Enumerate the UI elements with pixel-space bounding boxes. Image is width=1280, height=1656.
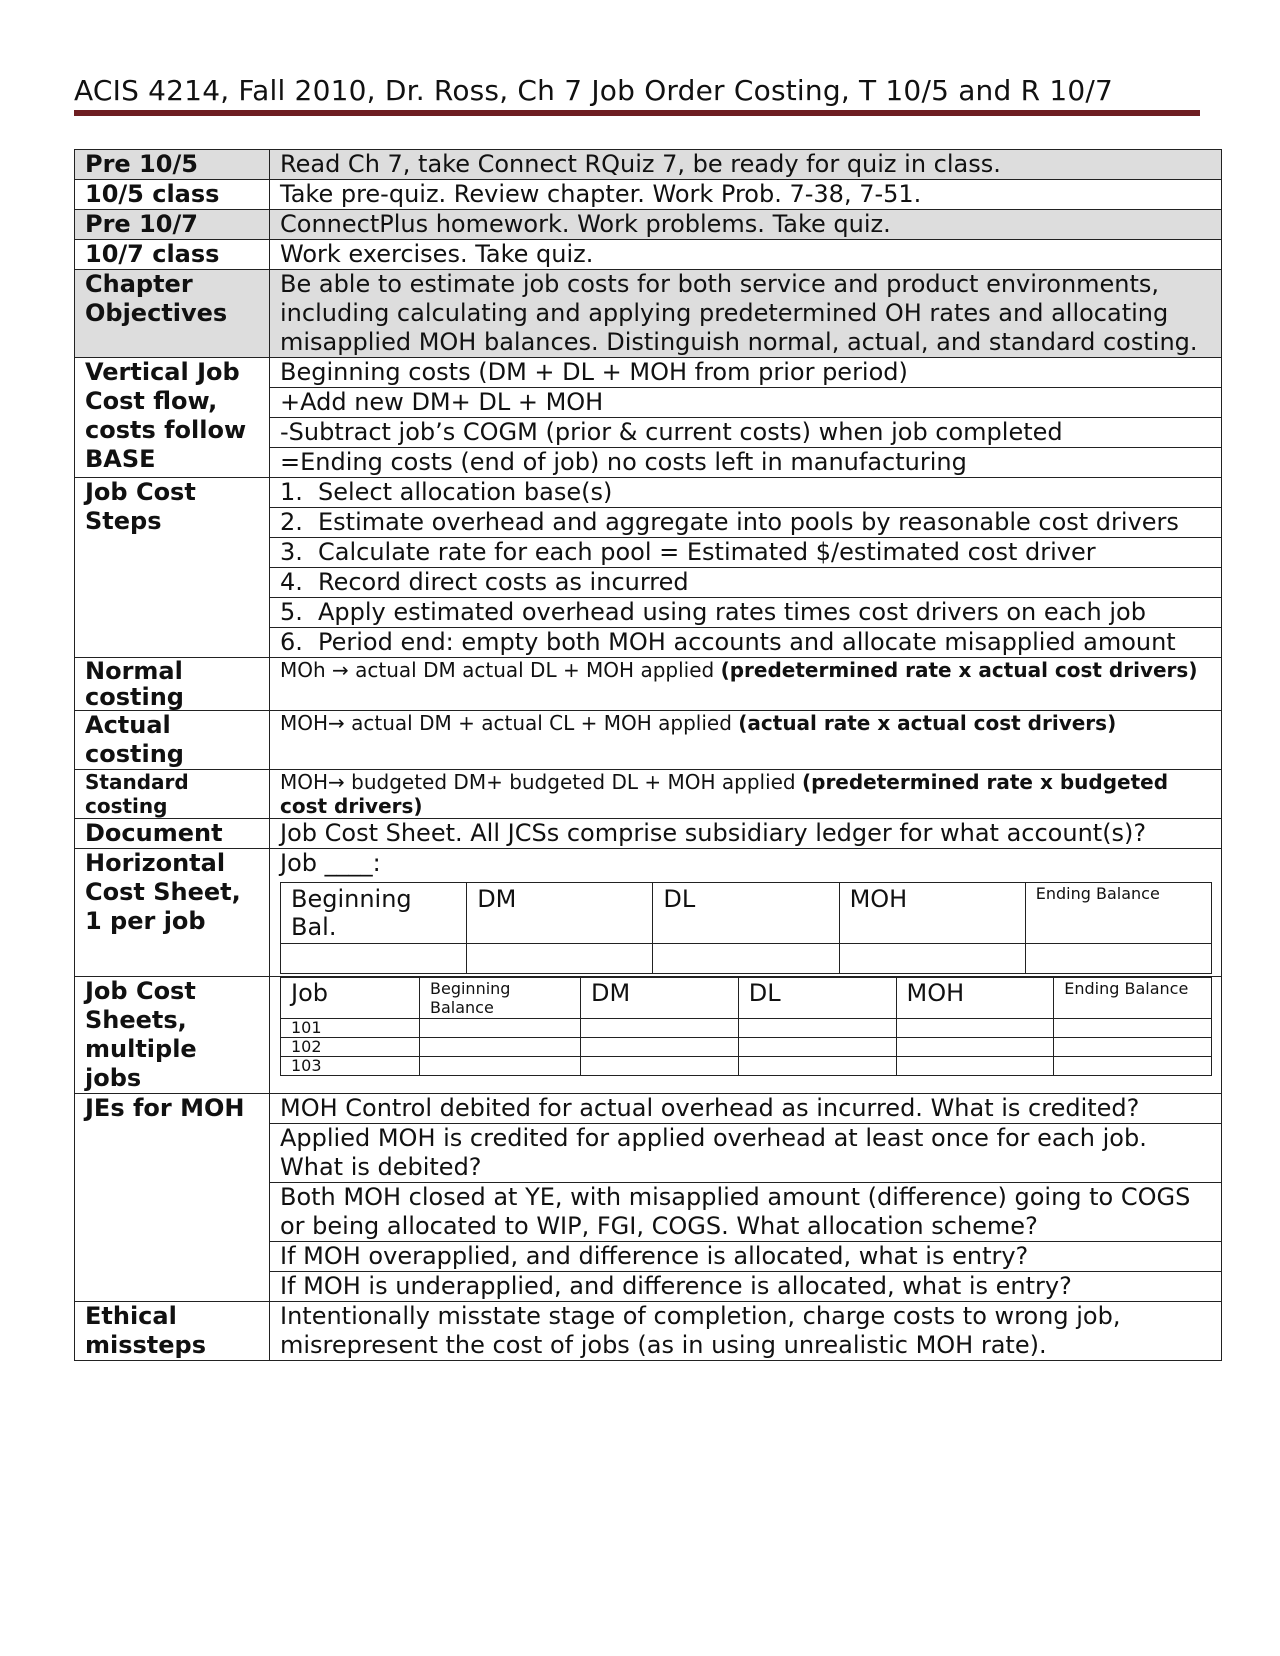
multi-job-cost-sheet <box>280 977 1212 1076</box>
costing-rate-note: (predetermined rate x budgeted cost drivers) <box>280 770 1169 818</box>
step-number: 4. <box>280 568 303 596</box>
cell <box>1054 1019 1212 1038</box>
job-number: 102 <box>281 1038 420 1057</box>
costing-rate-note: (actual rate x actual cost drivers) <box>738 711 1117 735</box>
row-label: Horizontal Cost Sheet, 1 per job <box>75 849 270 977</box>
cell <box>420 1057 581 1076</box>
column-header: MOH <box>896 978 1054 1019</box>
costing-rate-note: (predetermined rate x actual cost drivers) <box>720 658 1198 682</box>
page-title: ACIS 4214, Fall 2010, Dr. Ross, Ch 7 Job Order Costing, T 10/5 and R 10/7 <box>74 74 1114 107</box>
je-line: MOH Control debited for actual overhead as incurred. What is credited? <box>270 1094 1222 1124</box>
column-header: DM <box>581 978 739 1019</box>
table-row <box>75 478 1222 508</box>
cell <box>467 944 653 974</box>
costing-formula: MOh → actual DM actual DL + MOH applied <box>280 658 721 682</box>
label-line: Objectives <box>85 299 228 327</box>
row-label: Actual costing <box>75 711 270 770</box>
table-row <box>75 977 1222 1094</box>
cell <box>420 1019 581 1038</box>
title-rule <box>74 110 1200 116</box>
step-number: 6. <box>280 628 303 656</box>
flow-line: Beginning costs (DM + DL + MOH from prior period) <box>270 358 1222 388</box>
row-text: Take pre-quiz. Review chapter. Work Prob. 7-38, 7-51. <box>270 180 1222 210</box>
cell <box>896 1057 1054 1076</box>
column-header: Ending Balance <box>1054 978 1212 1019</box>
row-text: Read Ch 7, take Connect RQuiz 7, be ready for quiz in class. <box>270 150 1222 180</box>
step-text: Estimate overhead and aggregate into pools by reasonable cost drivers <box>318 508 1179 536</box>
table-row <box>75 270 1222 358</box>
row-text: Job Cost Sheet. All JCSs comprise subsidiary ledger for what account(s)? <box>270 819 1222 849</box>
job-number: 101 <box>281 1019 420 1038</box>
column-header: MOH <box>839 883 1025 944</box>
row-label <box>75 270 270 358</box>
step-text: Period end: empty both MOH accounts and allocate misapplied amount <box>318 628 1176 656</box>
step-item <box>270 568 1222 598</box>
column-header: Job <box>281 978 420 1019</box>
column-header: Ending Balance <box>1025 883 1211 944</box>
table-row <box>75 658 1222 711</box>
table-row <box>281 1038 1212 1057</box>
cell <box>581 1038 739 1057</box>
je-line: Applied MOH is credited for applied overhead at least once for each job. What is debited? <box>270 1124 1222 1183</box>
table-row <box>75 210 1222 240</box>
step-item <box>270 628 1222 658</box>
costing-formula: MOH→ budgeted DM+ budgeted DL + MOH applied <box>280 770 802 794</box>
step-item <box>270 538 1222 568</box>
row-label: Job Cost Steps <box>75 478 270 658</box>
table-row <box>281 944 1212 974</box>
cell <box>896 1019 1054 1038</box>
row-label: Standard costing <box>75 770 270 819</box>
cell <box>738 1038 896 1057</box>
step-text: Select allocation base(s) <box>318 478 613 506</box>
row-label: JEs for MOH <box>75 1094 270 1302</box>
cell <box>653 944 839 974</box>
cell <box>738 1057 896 1076</box>
row-label: Pre 10/5 <box>75 150 270 180</box>
cell <box>1025 944 1211 974</box>
table-row <box>75 819 1222 849</box>
column-header: DL <box>738 978 896 1019</box>
row-label: Vertical Job Cost flow, costs follow BASE <box>75 358 270 478</box>
table-row <box>281 1057 1212 1076</box>
column-header: DL <box>653 883 839 944</box>
row-label: Pre 10/7 <box>75 210 270 240</box>
cell <box>839 944 1025 974</box>
table-row <box>75 358 1222 388</box>
cell <box>1054 1038 1212 1057</box>
table-row <box>75 150 1222 180</box>
step-number: 1. <box>280 478 303 506</box>
row-text: Intentionally misstate stage of completion, charge costs to wrong job, misrepresent the cost of jobs (as in using unrealistic MOH rate). <box>270 1302 1222 1361</box>
row-text <box>270 770 1222 819</box>
step-text: Calculate rate for each pool = Estimated $/estimated cost driver <box>318 538 1096 566</box>
table-row <box>281 978 1212 1019</box>
table-row <box>75 240 1222 270</box>
row-label: Ethical missteps <box>75 1302 270 1361</box>
row-text: Work exercises. Take quiz. <box>270 240 1222 270</box>
table-row <box>75 1094 1222 1124</box>
table-row <box>75 180 1222 210</box>
horizontal-cell <box>270 849 1222 977</box>
table-row <box>75 1302 1222 1361</box>
table-row <box>281 1019 1212 1038</box>
schedule-table <box>74 149 1222 1361</box>
multiple-cell <box>270 977 1222 1094</box>
step-text: Record direct costs as incurred <box>318 568 689 596</box>
row-label: 10/5 class <box>75 180 270 210</box>
step-item <box>270 508 1222 538</box>
table-row <box>75 770 1222 819</box>
costing-formula: MOH→ actual DM + actual CL + MOH applied <box>280 711 739 735</box>
row-text <box>270 711 1222 770</box>
job-number: 103 <box>281 1057 420 1076</box>
row-label: Document <box>75 819 270 849</box>
table-row <box>281 883 1212 944</box>
flow-line: -Subtract job’s COGM (prior & current costs) when job completed <box>270 418 1222 448</box>
step-item <box>270 478 1222 508</box>
row-label: Normal costing <box>75 658 270 711</box>
cell <box>581 1057 739 1076</box>
column-header: Beginning Balance <box>420 978 581 1019</box>
flow-line: =Ending costs (end of job) no costs left in manufacturing <box>270 448 1222 478</box>
cell <box>281 944 467 974</box>
step-number: 2. <box>280 508 303 536</box>
je-line: If MOH overapplied, and difference is allocated, what is entry? <box>270 1242 1222 1272</box>
cell <box>738 1019 896 1038</box>
step-item <box>270 598 1222 628</box>
column-header: DM <box>467 883 653 944</box>
step-number: 3. <box>280 538 303 566</box>
table-row <box>75 849 1222 977</box>
job-line: Job ____: <box>280 849 381 877</box>
row-text: ConnectPlus homework. Work problems. Take quiz. <box>270 210 1222 240</box>
step-text: Apply estimated overhead using rates times cost drivers on each job <box>318 598 1146 626</box>
je-line: If MOH is underapplied, and difference is allocated, what is entry? <box>270 1272 1222 1302</box>
row-label: Job Cost Sheets, multiple jobs <box>75 977 270 1094</box>
row-label: 10/7 class <box>75 240 270 270</box>
horizontal-cost-sheet <box>280 882 1212 974</box>
cell <box>581 1019 739 1038</box>
table-row <box>75 711 1222 770</box>
step-number: 5. <box>280 598 303 626</box>
label-line: Chapter <box>85 270 193 298</box>
row-text: Be able to estimate job costs for both service and product environments, including calculating and applying predetermined OH rates and allocating misapplied MOH balances. Distinguish normal, actual, and standard costing. <box>270 270 1222 358</box>
flow-line: +Add new DM+ DL + MOH <box>270 388 1222 418</box>
cell <box>1054 1057 1212 1076</box>
column-header: Beginning Bal. <box>281 883 467 944</box>
cell <box>896 1038 1054 1057</box>
row-text <box>270 658 1222 711</box>
je-line: Both MOH closed at YE, with misapplied amount (difference) going to COGS or being allocated to WIP, FGI, COGS. What allocation scheme? <box>270 1183 1222 1242</box>
cell <box>420 1038 581 1057</box>
